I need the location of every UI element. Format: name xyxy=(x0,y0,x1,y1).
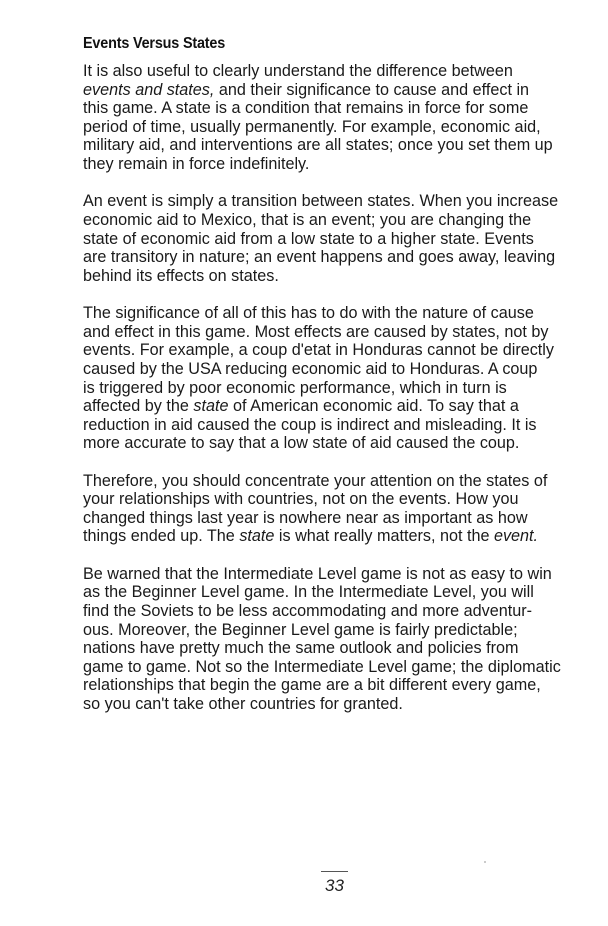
italic-text: state xyxy=(239,527,275,546)
section-heading: Events Versus States xyxy=(83,35,226,52)
text-line xyxy=(83,192,583,211)
text-run: Be warned that the Intermediate Level game is not as easy to win xyxy=(83,564,552,583)
text-line xyxy=(83,527,583,546)
page-number: 33 xyxy=(325,876,344,895)
text-line xyxy=(83,621,583,640)
text-line xyxy=(83,602,583,621)
text-run: are transitory in nature; an event happens and goes away, leaving xyxy=(83,248,556,267)
text-line xyxy=(83,267,583,286)
text-line xyxy=(83,360,583,379)
text-line xyxy=(83,472,583,491)
text-run: An event is simply a transition between states. When you increase xyxy=(83,192,559,211)
text-run: find the Soviets to be less accommodating and more adventur- xyxy=(83,602,532,621)
text-run: your relationships with countries, not on the events. How you xyxy=(83,490,519,509)
text-line xyxy=(83,248,583,267)
text-run: this game. A state is a condition that remains in force for some xyxy=(83,99,529,118)
text-line xyxy=(83,118,583,137)
text-run: The significance of all of this has to do with the nature of cause xyxy=(83,304,534,323)
paragraph xyxy=(83,192,583,285)
paragraph xyxy=(83,62,583,174)
text-run: is what really matters, not the xyxy=(274,527,494,546)
paragraph xyxy=(83,304,583,453)
text-line xyxy=(83,62,583,81)
text-run: reduction in aid caused the coup is indirect and misleading. It is xyxy=(83,415,537,434)
text-line xyxy=(83,416,583,435)
text-line xyxy=(83,676,583,695)
text-line xyxy=(83,211,583,230)
text-run: they remain in force indefinitely. xyxy=(83,154,310,173)
text-line xyxy=(83,695,583,714)
text-line xyxy=(83,341,583,360)
text-run: is triggered by poor economic performance, which in turn is xyxy=(83,378,507,397)
text-run: and their significance to cause and effect in xyxy=(214,80,530,99)
text-run: more accurate to say that a low state of aid caused the coup. xyxy=(83,434,520,453)
scan-speck xyxy=(484,861,486,863)
text-run: events. For example, a coup d'etat in Honduras cannot be directly xyxy=(83,341,554,360)
text-line xyxy=(83,304,583,323)
text-run: of American economic aid. To say that a xyxy=(228,397,519,416)
text-run: and effect in this game. Most effects are caused by states, not by xyxy=(83,322,549,341)
text-run: caused by the USA reducing economic aid to Honduras. A coup xyxy=(83,359,538,378)
text-line xyxy=(83,397,583,416)
text-run: It is also useful to clearly understand the difference between xyxy=(83,62,513,80)
italic-text: events and states, xyxy=(83,80,215,99)
text-run: Therefore, you should concentrate your attention on the states of xyxy=(83,471,548,490)
text-run: economic aid to Mexico, that is an event; you are changing the xyxy=(83,210,532,229)
text-line xyxy=(83,99,583,118)
body-text xyxy=(83,62,583,732)
text-line xyxy=(83,81,583,100)
paragraph xyxy=(83,565,583,714)
text-line xyxy=(83,434,583,453)
text-line xyxy=(83,323,583,342)
text-line xyxy=(83,379,583,398)
text-run: relationships that begin the game are a bit different every game, xyxy=(83,676,541,695)
text-run: military aid, and interventions are all states; once you set them up xyxy=(83,136,553,155)
text-run: changed things last year is nowhere near as important as how xyxy=(83,508,528,527)
text-run: affected by the xyxy=(83,397,194,416)
text-run: as the Beginner Level game. In the Intermediate Level, you will xyxy=(83,583,534,602)
italic-text: event. xyxy=(493,527,539,546)
text-line xyxy=(83,490,583,509)
italic-text: state xyxy=(193,397,229,416)
text-run: state of economic aid from a low state to a higher state. Events xyxy=(83,229,534,248)
text-line xyxy=(83,565,583,584)
page-number-rule xyxy=(321,871,348,872)
text-line xyxy=(83,658,583,677)
text-run: behind its effects on states. xyxy=(83,266,279,285)
text-run: things ended up. The xyxy=(83,527,240,546)
text-run: game to game. Not so the Intermediate Level game; the diplomatic xyxy=(83,657,561,676)
text-line xyxy=(83,509,583,528)
paragraph xyxy=(83,472,583,546)
text-line xyxy=(83,583,583,602)
text-line xyxy=(83,155,583,174)
text-line xyxy=(83,230,583,249)
text-run: so you can't take other countries for granted. xyxy=(83,695,403,713)
text-run: period of time, usually permanently. For example, economic aid, xyxy=(83,117,541,136)
text-run: ous. Moreover, the Beginner Level game is fairly predictable; xyxy=(83,620,518,639)
text-line xyxy=(83,639,583,658)
text-line xyxy=(83,136,583,155)
text-run: nations have pretty much the same outlook and policies from xyxy=(83,639,519,658)
